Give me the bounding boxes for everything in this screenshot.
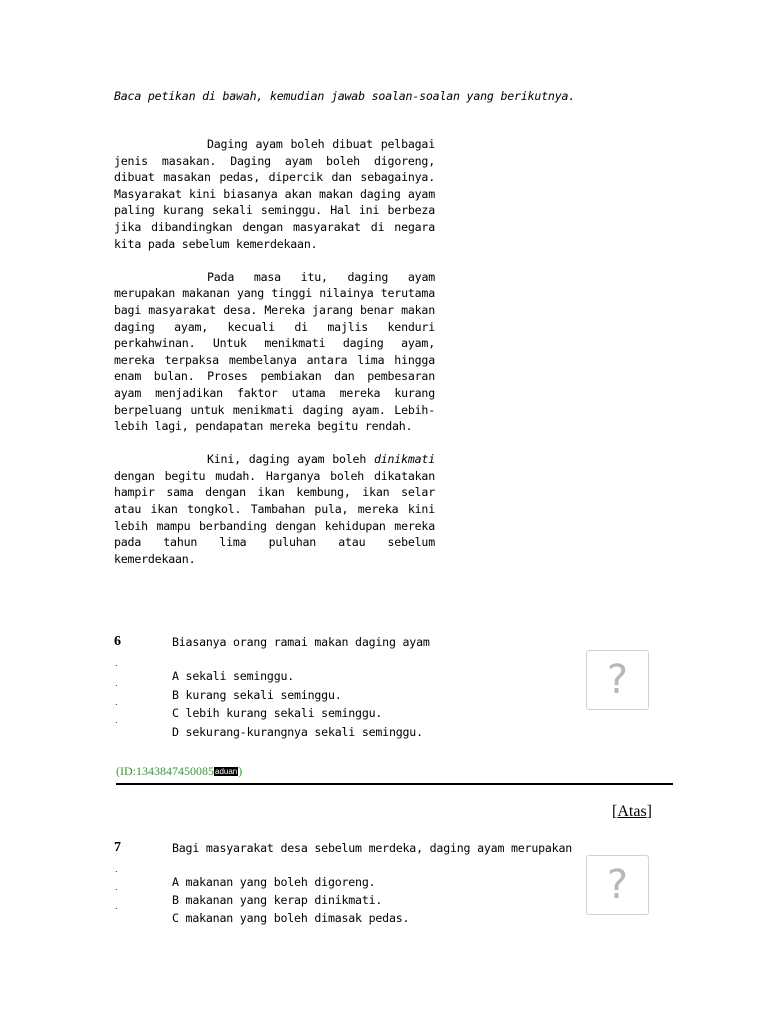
question-6-option-d[interactable]: D sekurang-kurangnya sekali seminggu. bbox=[172, 725, 423, 739]
question-6-marker: . bbox=[115, 716, 118, 725]
question-mark-placeholder-icon: ? bbox=[606, 657, 629, 703]
back-to-top-link[interactable]: Atas bbox=[617, 803, 647, 820]
question-6-marker: . bbox=[115, 698, 118, 707]
bracket-close: ] bbox=[646, 803, 652, 820]
bracket-open: [ bbox=[612, 803, 618, 820]
question-7-number: 7 bbox=[114, 840, 121, 855]
passage-p3-start: Kini, daging ayam boleh bbox=[207, 452, 374, 467]
question-6-marker: . bbox=[115, 679, 118, 688]
question-7-image-placeholder[interactable] bbox=[586, 855, 649, 915]
passage-paragraph-2: Pada masa itu, daging ayam merupakan makanan yang tinggi nilainya terutama bagi masyarakat desa. Mereka jarang benar makan daging ayam, kecuali di majlis kenduri perkahwinan. Untuk menikmati daging ayam, mereka terpaksa membelanya antara lima hingga enam bulan. Proses pembiakan dan pembesaran ayam menjadikan faktor utama mereka kurang berpeluang untuk menikmati daging ayam. Lebih-lebih lagi, pendapatan mereka begitu rendah. bbox=[114, 269, 435, 434]
question-id: (ID:1343847450085 bbox=[116, 764, 214, 778]
back-to-top bbox=[612, 803, 652, 821]
question-id-close: ) bbox=[238, 764, 243, 778]
question-7-marker: . bbox=[115, 883, 118, 892]
question-6-option-c[interactable]: C lebih kurang sekali seminggu. bbox=[172, 706, 383, 720]
question-7-marker: . bbox=[115, 902, 118, 911]
question-7-option-b[interactable]: B makanan yang kerap dinikmati. bbox=[172, 893, 383, 907]
question-7-text: Bagi masyarakat desa sebelum merdeka, daging ayam merupakan bbox=[172, 841, 573, 855]
passage-p3-end: dengan begitu mudah. Harganya boleh dikatakan hampir sama dengan ikan kembung, ikan selar atau ikan tongkol. Tambahan pula, mereka kini lebih mampu berbanding dengan kehidupan mereka pada tahun lima puluhan atau sebelum kemerdekaan. bbox=[114, 468, 435, 566]
passage-paragraph-3 bbox=[114, 451, 435, 567]
passage-emphasis-word: dinikmati bbox=[373, 452, 435, 467]
question-id-line bbox=[116, 764, 242, 779]
question-7-option-c[interactable]: C makanan yang boleh dimasak pedas. bbox=[172, 911, 410, 925]
question-6-marker: . bbox=[115, 659, 118, 668]
section-divider bbox=[116, 783, 673, 785]
report-button[interactable]: aduan bbox=[215, 767, 238, 776]
question-6-image-placeholder[interactable] bbox=[586, 650, 649, 710]
question-7-option-a[interactable]: A makanan yang boleh digoreng. bbox=[172, 875, 376, 889]
question-mark-placeholder-icon: ? bbox=[606, 862, 629, 908]
question-6-option-b[interactable]: B kurang sekali seminggu. bbox=[172, 688, 342, 702]
question-7-marker: . bbox=[115, 865, 118, 874]
reading-passage bbox=[114, 136, 435, 567]
passage-paragraph-1: Daging ayam boleh dibuat pelbagai jenis masakan. Daging ayam boleh digoreng, dibuat masakan pedas, dipercik dan sebagainya. Masyarakat kini biasanya akan makan daging ayam paling kurang sekali seminggu. Hal ini berbeza jika dibandingkan dengan masyarakat di negara kita pada sebelum kemerdekaan. bbox=[114, 137, 435, 251]
question-6-text: Biasanya orang ramai makan daging ayam bbox=[172, 635, 430, 649]
question-6-number: 6 bbox=[114, 634, 121, 649]
instruction-text: Baca petikan di bawah, kemudian jawab soalan-soalan yang berikutnya. bbox=[114, 89, 576, 103]
question-6-option-a[interactable]: A sekali seminggu. bbox=[172, 669, 295, 683]
